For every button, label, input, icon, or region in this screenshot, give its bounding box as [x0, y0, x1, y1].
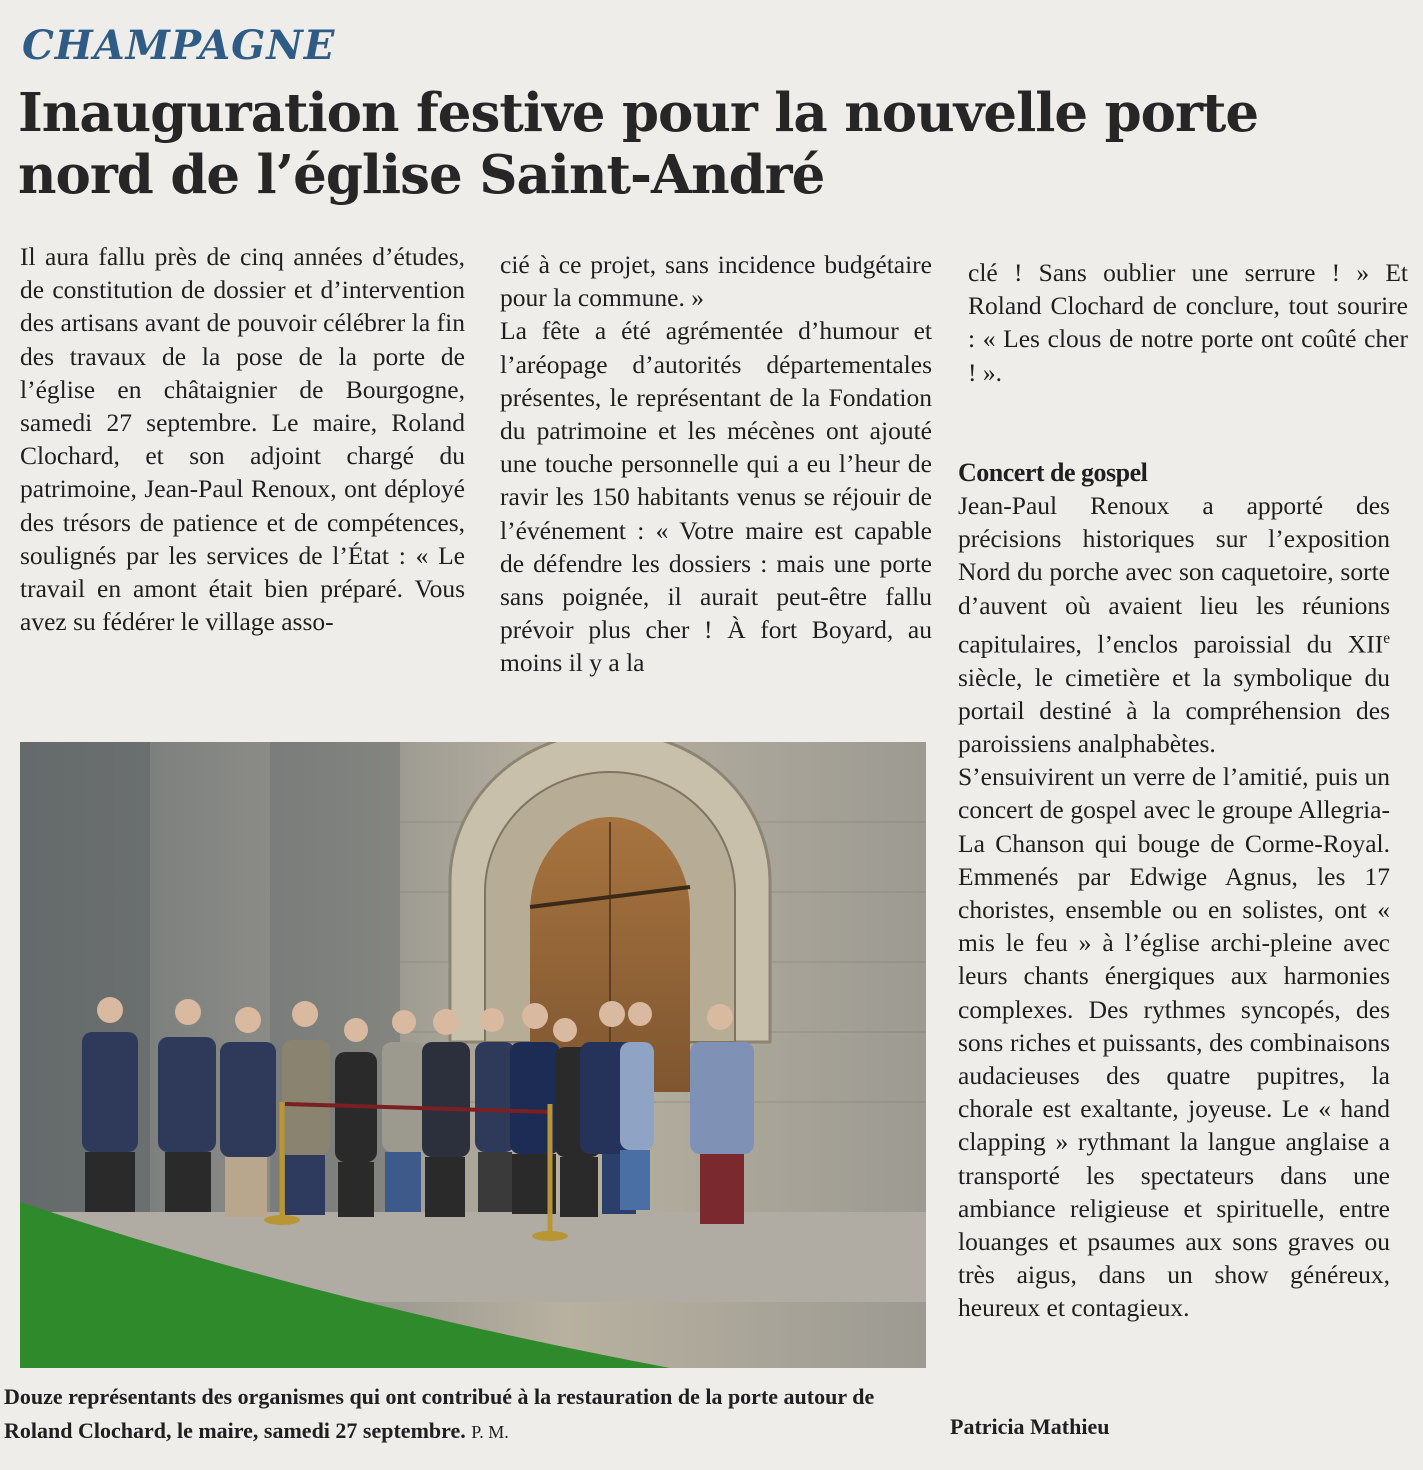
- section-subhead: Concert de gospel: [958, 458, 1148, 487]
- caption-text: Douze représentants des organismes qui ont contribué à la restauration de la porte autour de Roland Clochard, le maire, samedi 27 septembre.: [4, 1384, 875, 1443]
- column-3-paragraph-1-end: siècle, le cimetière et la symbolique du portail destiné à la compréhension des paroissiens analphabètes.: [958, 662, 1390, 758]
- article-column-3-top: [968, 256, 1408, 389]
- column-3-paragraph-2: S’ensuivirent un verre de l’amitié, puis un concert de gospel avec le groupe Allegria-La Chanson qui bouge de Corme-Royal. Emmenés par Edwige Agnus, les 17 choristes, ensemble ou en solistes, ont « mis le feu » à l’église archi-pleine avec leurs chants énergiques aux harmonies complexes. Des rythmes syncopés, des sons riches et puissants, des combinaisons audacieuses des quatre pupitres, la chorale est exaltante, joyeuse. Le « hand clapping » rythmant la langue anglaise a transporté les spectateurs dans une ambiance religieuse et spirituelle, entre louanges et psaumes aux sons graves ou très aigus, dans un show généreux, heureux et contagieux.: [958, 762, 1390, 1323]
- article-column-1: [20, 240, 465, 638]
- column-3-quote-ending: clé ! Sans oublier une serrure ! » Et Roland Clochard de conclure, tout sourire : « Les clous de notre porte ont coûté cher ! ».: [968, 258, 1408, 387]
- column-3-paragraph-1-start: Jean-Paul Renoux a apporté des précisions historiques sur l’exposition Nord du porche avec son caquetoire, sorte d’auvent où avaient lieu les réunions capitulaires, l’enclos paroissial du XII: [958, 491, 1390, 659]
- headline-line-2: nord de l’église Saint-André: [18, 144, 825, 206]
- column-3-paragraph-1: [958, 489, 1390, 760]
- article-column-3: [958, 456, 1390, 1325]
- church-door-photo: [20, 742, 926, 1368]
- article-column-2: [500, 248, 932, 680]
- column-1-text: Il aura fallu près de cinq années d’études, de constitution de dossier et d’intervention des artisans avant de pouvoir célébrer la fin des travaux de la pose de la porte de l’église en châtaignier de Bourgogne, samedi 27 septembre. Le maire, Roland Clochard, et son adjoint chargé du patrimoine, Jean-Paul Renoux, ont déployé des trésors de patience et de compétences, soulignés par les services de l’État : « Le travail en amont était bien préparé. Vous avez su fédérer le village asso-: [20, 242, 465, 637]
- author-byline: Patricia Mathieu: [950, 1414, 1110, 1439]
- section-rubric: CHAMPAGNE: [22, 22, 336, 69]
- column-2-paragraph-2: La fête a été agrémentée d’humour et l’aréopage d’autorités départementales présentes, le représentant de la Fondation du patrimoine et les mécènes ont ajouté une touche personnelle qui a eu l’heur de ravir les 150 habitants venus se réjouir de l’événement : « Votre maire est capable de défendre les dossiers : mais une porte sans poignée, il aurait peut-être fallu prévoir plus cher ! À fort Boyard, au moins il y a la: [500, 316, 932, 678]
- photo-illustration: [20, 742, 926, 1368]
- headline-line-1: Inauguration festive pour la nouvelle porte: [18, 82, 1259, 144]
- century-superscript: e: [1383, 629, 1390, 647]
- photo-caption: [4, 1380, 884, 1449]
- article-headline: [18, 82, 1398, 206]
- column-2-paragraph-1: cié à ce projet, sans incidence budgétaire pour la commune. »: [500, 250, 932, 313]
- photo-credit: P. M.: [471, 1422, 509, 1442]
